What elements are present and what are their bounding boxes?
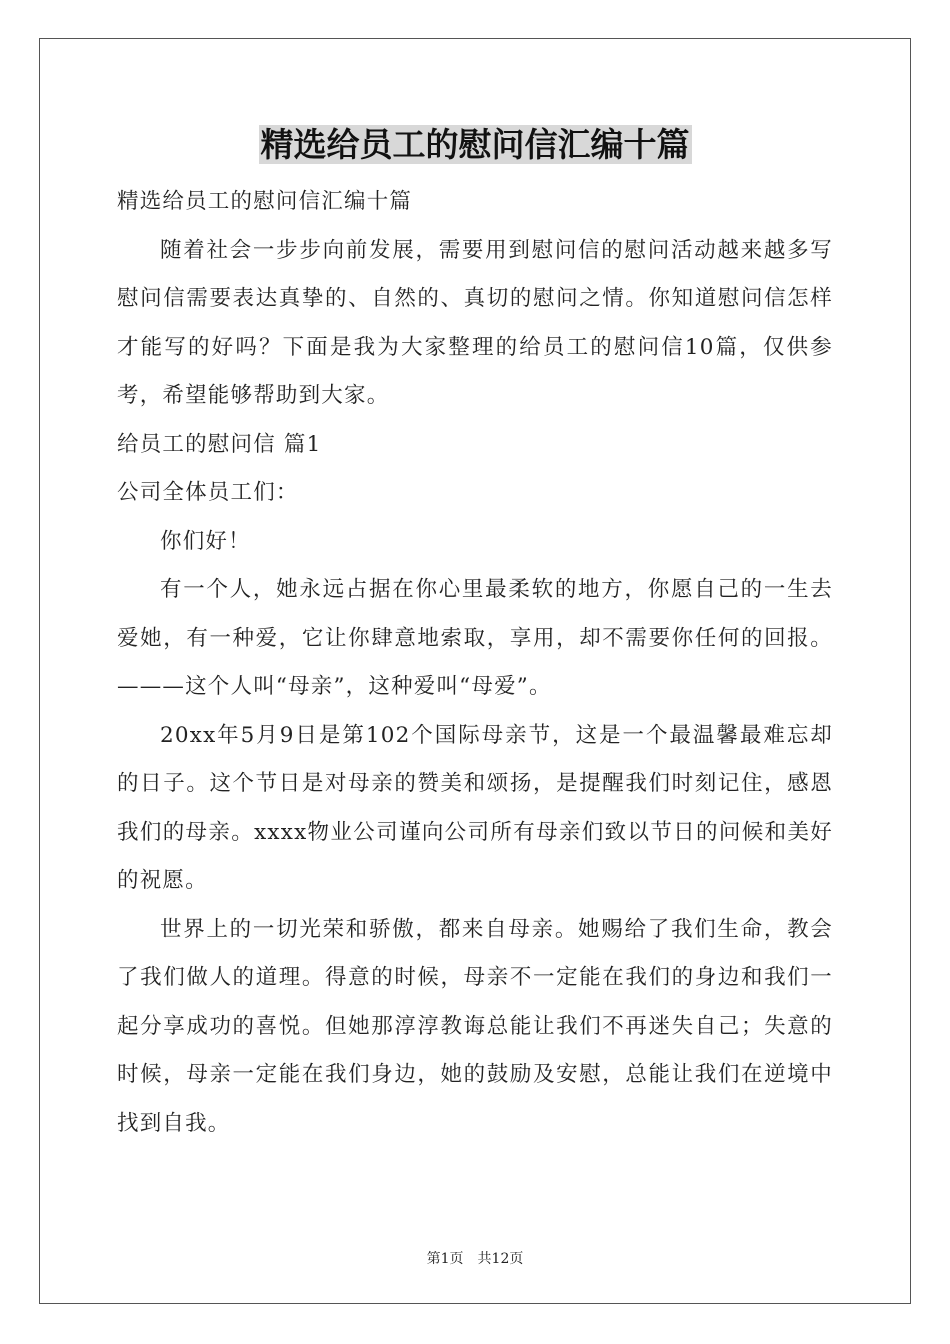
paragraph-intro: 随着社会一步步向前发展，需要用到慰问信的慰问活动越来越多写慰问信需要表达真挚的、自然的、真切的慰问之情。你知道慰问信怎样才能写的好吗？下面是我为大家整理的给员工的慰问信10篇，仅供参考，希望能够帮助到大家。 xyxy=(117,237,833,408)
page-footer: 第1页 共12页 xyxy=(426,1251,524,1267)
greeting: 你们好！ xyxy=(160,528,251,554)
paragraph-body-2: 20xx年5月9日是第102个国际母亲节，这是一个最温馨最难忘却的日子。这个节日是对母亲的赞美和颂扬，是提醒我们时刻记住，感恩我们的母亲。xxxx物业公司谨向公司所有母亲们致以节日的问候和美好的祝愿。 xyxy=(117,722,833,893)
paragraph-body-1: 有一个人，她永远占据在你心里最柔软的地方，你愿自己的一生去爱她，有一种爱，它让你肆意地索取，享用，却不需要你任何的回报。———这个人叫“母亲”，这种爱叫“母爱”。 xyxy=(117,577,833,699)
paragraph-subtitle: 精选给员工的慰问信汇编十篇 xyxy=(117,189,413,214)
document-body xyxy=(117,178,833,1148)
section-heading: 给员工的慰问信 篇1 xyxy=(117,431,322,457)
salutation: 公司全体员工们： xyxy=(117,480,299,505)
paragraph-body-3: 世界上的一切光荣和骄傲，都来自母亲。她赐给了我们生命，教会了我们做人的道理。得意的时候，母亲不一定能在我们的身边和我们一起分享成功的喜悦。但她那淳淳教诲总能让我们不再迷失自己；失意的时候，母亲一定能在我们身边，她的鼓励及安慰，总能让我们在逆境中找到自我。 xyxy=(117,916,833,1136)
document-title-text: 精选给员工的慰问信汇编十篇 xyxy=(260,125,690,164)
document-title xyxy=(0,122,950,168)
